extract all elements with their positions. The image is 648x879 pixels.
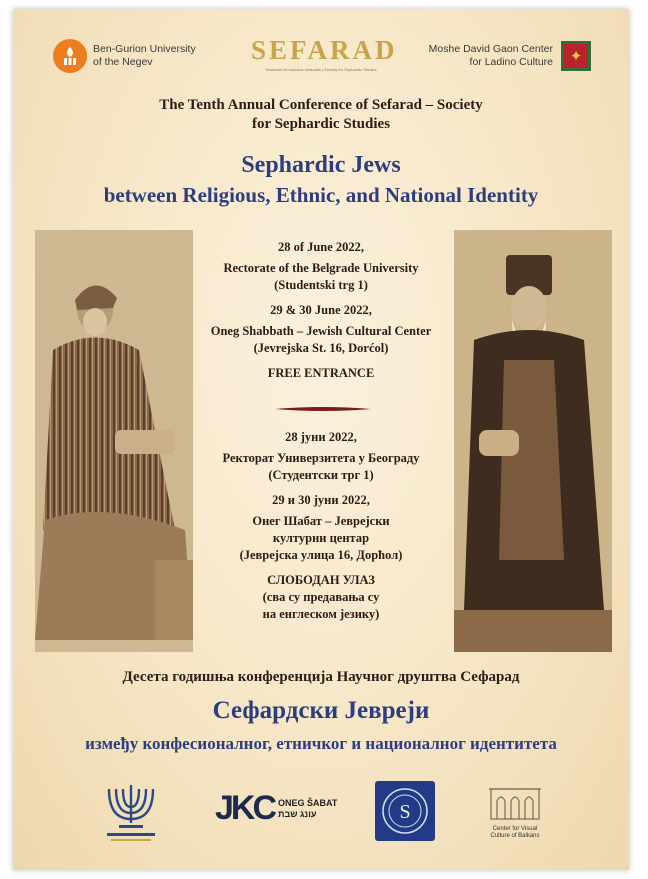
menorah-icon: [101, 779, 161, 845]
conference-title-line1: The Tenth Annual Conference of Sefarad – Society: [159, 97, 483, 113]
serbian-note-line1: (сва су предавања су: [262, 590, 380, 604]
divider-ornament: [275, 405, 371, 413]
portrait-woman-photo: [35, 230, 193, 652]
jkc-oneg-sabat-logo: [215, 789, 337, 828]
gaon-center-logo: [429, 41, 591, 71]
conference-title: [13, 96, 629, 134]
cvcb-logo: [487, 781, 543, 840]
sefarad-seal-logo: [375, 781, 435, 841]
sefarad-logo-text: SEFARAD: [251, 35, 398, 65]
sefarad-logo-subtitle: Sosiedad de estudios sefaradis | Society for Sephardic Studies: [265, 67, 377, 72]
serbian-entrance: СЛОБОДАН УЛАЗ: [267, 573, 375, 587]
english-entrance: FREE ENTRANCE: [267, 366, 375, 380]
cvcb-name: [487, 826, 543, 840]
gaon-emblem-icon: ✦: [561, 41, 591, 71]
bgu-name: [93, 43, 196, 69]
sefarad-logo: [251, 35, 398, 72]
english-venue1-line1: Rectorate of the Belgrade University: [223, 261, 419, 275]
cyrillic-main-subtitle: између конфесионалног, етничког и националног идентитета: [85, 734, 557, 753]
bgu-logo: [53, 39, 196, 73]
english-venue1-line2: (Studentski trg 1): [274, 278, 368, 292]
cyrillic-main-title: Сефардски Јевреји: [212, 697, 430, 724]
cyrillic-conference-title: Десета годишња конференција Научног друштва Сефарад: [122, 669, 520, 685]
main-subtitle: between Religious, Ethnic, and National Identity: [103, 183, 539, 207]
gaon-name-line2: for Ladino Culture: [469, 56, 553, 68]
serbian-date1: 28 јуни 2022,: [285, 430, 357, 444]
serbian-info: [173, 429, 469, 623]
gaon-center-name: [429, 43, 553, 69]
poster: [13, 9, 629, 870]
english-venue2-line1: Oneg Shabbath – Jewish Cultural Center: [210, 324, 432, 338]
portrait-man-photo: [454, 230, 612, 652]
svg-text:S: S: [399, 801, 411, 823]
serbian-venue2-line3: (Јеврејска улица 16, Дорћол): [239, 548, 403, 562]
bgu-emblem-icon: [53, 39, 87, 73]
serbian-date2: 29 и 30 јуни 2022,: [272, 493, 370, 507]
oneg-sabat-latin: ONEG ŠABAT: [278, 797, 338, 808]
menorah-logo: [101, 779, 161, 845]
oneg-sabat-text: [278, 798, 337, 820]
english-date1: 28 of June 2022,: [277, 240, 365, 254]
serbian-note-line2: на енглеском језику): [262, 607, 380, 621]
conference-title-line2: for Sephardic Studies: [251, 116, 391, 132]
english-date2: 29 & 30 June 2022,: [270, 303, 372, 317]
cvcb-name-line1: Center for Visual: [492, 826, 538, 832]
oneg-sabat-hebrew: עונג שבת: [278, 808, 317, 819]
bgu-name-line1: Ben-Gurion University: [93, 43, 196, 55]
bgu-name-line2: of the Negev: [93, 56, 153, 68]
seal-icon: [379, 785, 431, 837]
serbian-venue1-line2: (Студентски трг 1): [268, 468, 374, 482]
english-venue2-line2: (Jevrejska St. 16, Dorćol): [253, 341, 389, 355]
gaon-name-line1: Moshe David Gaon Center: [428, 43, 553, 55]
building-icon: [487, 781, 543, 821]
jkc-letters: JKC: [215, 789, 275, 827]
serbian-venue1-line1: Ректорат Универзитета у Београду: [222, 451, 420, 465]
serbian-venue2-line1: Онег Шабат – Јеврејски: [252, 514, 390, 528]
cvcb-name-line2: Culture of Balkans: [490, 833, 540, 839]
main-title: Sephardic Jews: [241, 152, 401, 178]
english-info: [173, 239, 469, 382]
serbian-venue2-line2: културни центар: [272, 531, 370, 545]
